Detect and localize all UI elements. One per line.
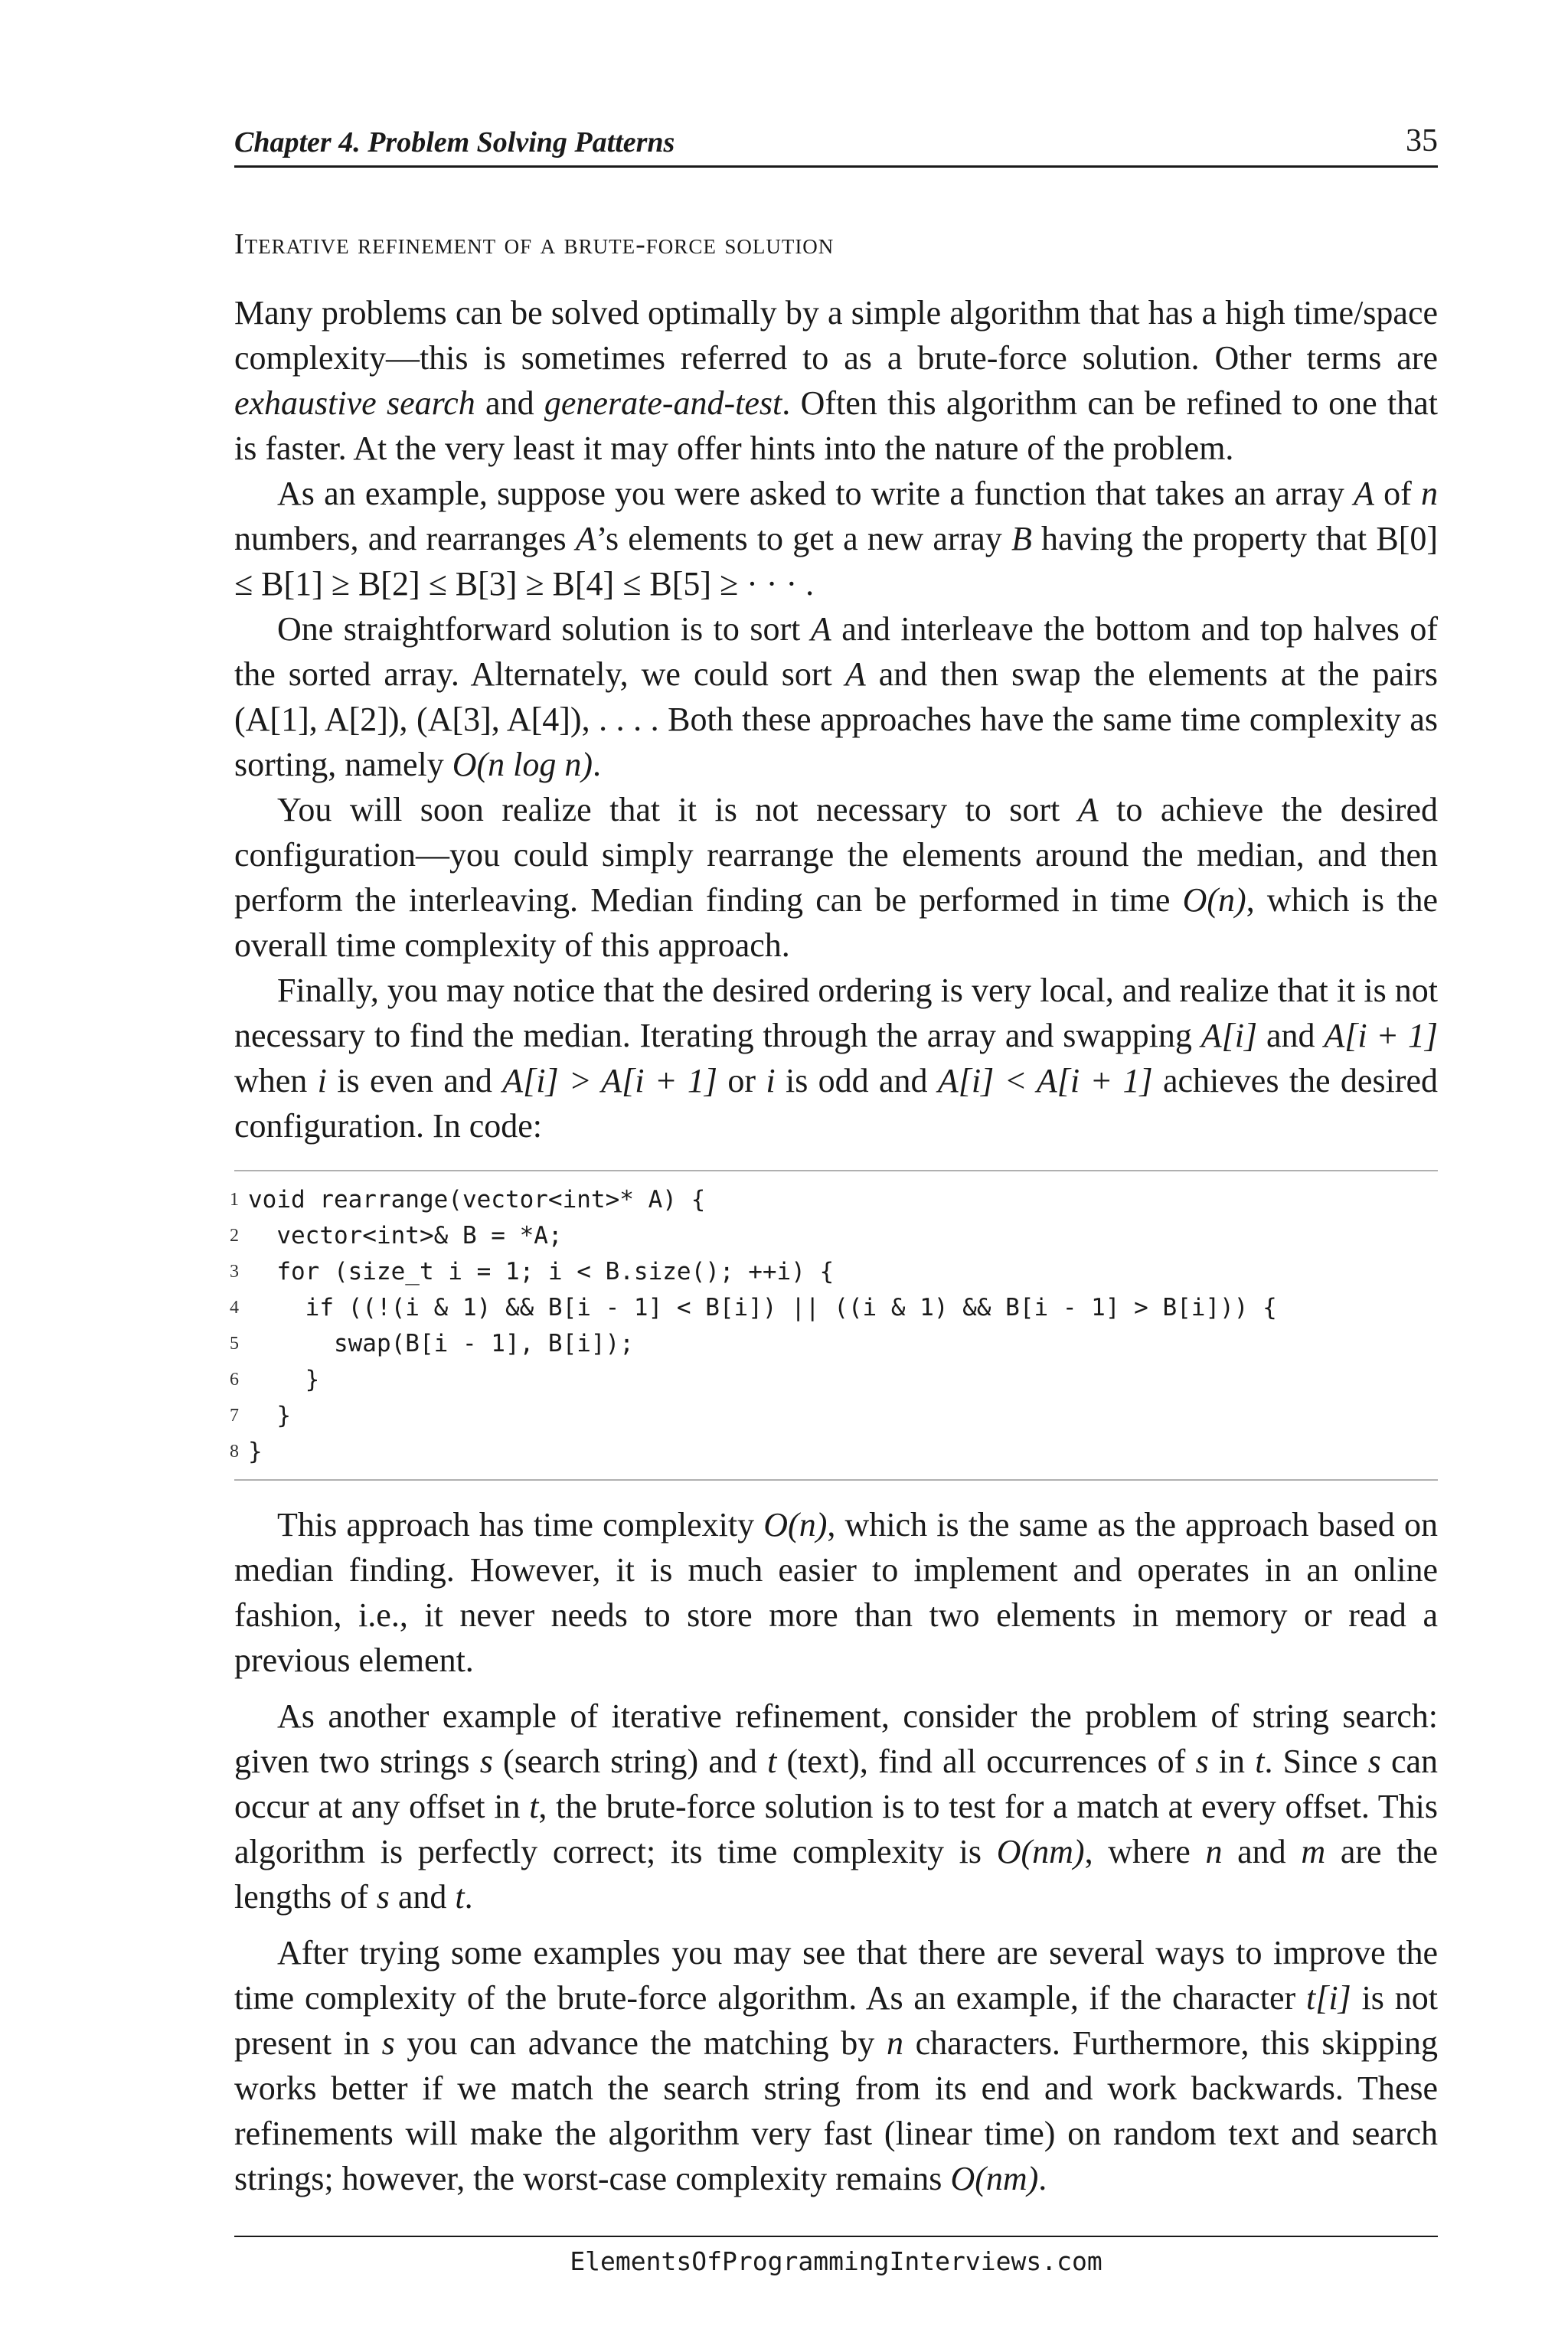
line-number: 1	[230, 1190, 239, 1210]
paragraph: As an example, suppose you were asked to write a function that takes an array A of n numbers, and rearranges A’s elements to get a new array B having the property that B[0] ≤ B[1] ≥ B[2] ≤ B[3] ≥ B[4] ≤ B[5] ≥ · · · .	[234, 475, 1438, 603]
paragraph: You will soon realize that it is not necessary to sort A to achieve the desired configuration—you could simply rearrange the elements around the median, and then perform the interleaving. Median finding can be performed in time O(n), which is the overall time complexity of this approach.	[234, 791, 1438, 964]
paragraph: As another example of iterative refinement, consider the problem of string search: given two strings s (search string) and t (text), find all occurrences of s in t. Since s can occur at any offset in t, the brute-force solution is to test for a match at every offset. This algorithm is perfectly correct; its time complexity is O(nm), where n and m are the lengths of s and t.	[234, 1697, 1439, 1916]
math-inline: B[0] ≤ B[1] ≥ B[2] ≤ B[3] ≥ B[4] ≤ B[5] ≥ · · · .	[234, 520, 1438, 603]
chapter-title: Chapter 4. Problem Solving Patterns	[234, 126, 675, 158]
paragraph: After trying some examples you may see that there are several ways to improve the time complexity of the brute-force algorithm. As an example, if the character t[i] is not present in s you can advance the matching by n characters. Furthermore, this skipping works better if we match the search string from its end and work backwards. These refinements will make the algorithm very fast (linear time) on random text and search strings; however, the worst-case complexity remains O(nm).	[234, 1934, 1438, 2197]
section-title: Iterative refinement of a brute-force solution	[234, 228, 835, 260]
paragraph: Finally, you may notice that the desired ordering is very local, and realize that it is not necessary to find the median. Iterating through the array and swapping A[i] and A[i + 1] when i is even and A[i] > A[i + 1] or i is odd and A[i] < A[i + 1] achieves the desired configuration. In code:	[234, 972, 1439, 1145]
line-number: 4	[230, 1298, 239, 1318]
math-inline: (A[1], A[2]), (A[3], A[4]), . . . .	[234, 701, 659, 738]
paragraph: One straightforward solution is to sort A and interleave the bottom and top halves of the sorted array. Alternately, we could sort A and then swap the elements at the pairs (A[1], A[2]), (A[3], A[4]), . . . . Both these approaches have the same time complexity as sorting, namely O(n log n).	[234, 610, 1439, 783]
line-number: 7	[230, 1406, 239, 1426]
paragraph: Many problems can be solved optimally by a simple algorithm that has a high time/space complexity—this is sometimes referred to as a brute-force solution. Other terms are exhaustive search and generate-and-test. Often this algorithm can be refined to one that is faster. At the very least it may offer hints into the nature of the problem.	[234, 294, 1438, 467]
main-text	[230, 222, 1439, 2201]
code-line: 8 }	[248, 1434, 1438, 1470]
running-header	[234, 122, 1438, 168]
line-number: 5	[230, 1334, 239, 1354]
footer-url: ElementsOfProgrammingInterviews.com	[234, 2236, 1438, 2276]
code-line: 2 vector<int>& B = *A;	[248, 1218, 1438, 1254]
code-line: 1 void rearrange(vector<int>* A) {	[248, 1182, 1438, 1218]
line-number: 6	[230, 1370, 239, 1390]
code-line: 3 for (size_t i = 1; i < B.size(); ++i) {	[248, 1254, 1438, 1290]
code-line: 6 }	[248, 1362, 1438, 1398]
code-listing	[230, 1170, 1438, 1481]
math-inline: O(n log n)	[452, 746, 593, 783]
code-line: 5 swap(B[i - 1], B[i]);	[248, 1326, 1438, 1362]
paragraph: This approach has time complexity O(n), which is the same as the approach based on median finding. However, it is much easier to implement and operates in an online fashion, i.e., it never needs to store more than two elements in memory or read a previous element.	[234, 1506, 1438, 1679]
math-inline: O(n)	[1182, 881, 1246, 919]
code-line: 4 if ((!(i & 1) && B[i - 1] < B[i]) || ((i & 1) && B[i - 1] > B[i])) {	[248, 1290, 1438, 1326]
page-number: 35	[1406, 123, 1438, 158]
code-line: 7 }	[248, 1398, 1438, 1434]
line-number: 8	[230, 1442, 239, 1462]
line-number: 3	[230, 1262, 239, 1282]
line-number: 2	[230, 1226, 239, 1246]
